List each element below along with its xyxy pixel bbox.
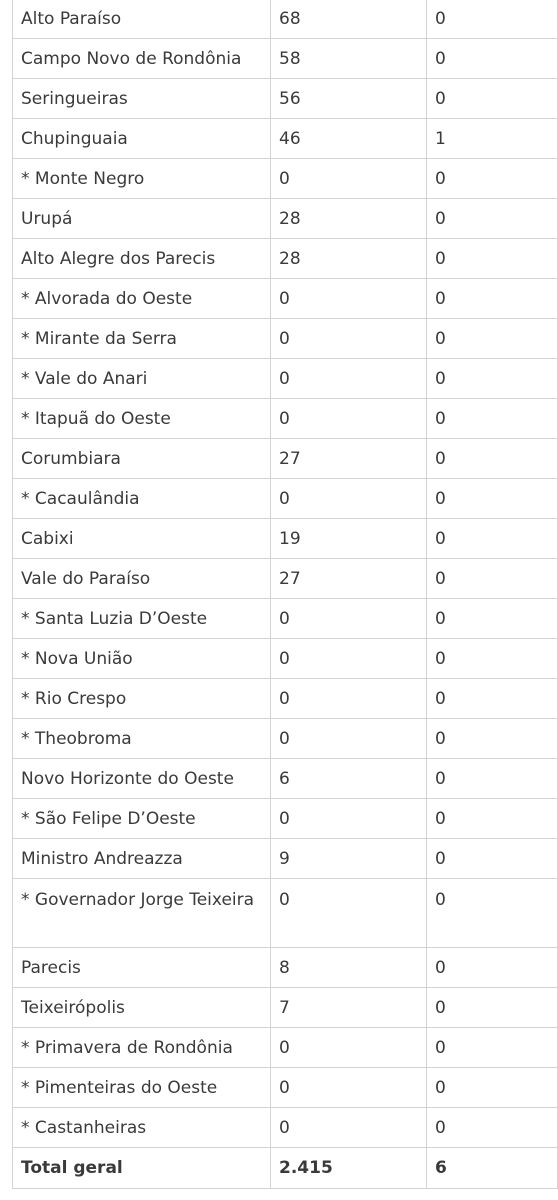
confirmed-cases: 28 bbox=[271, 239, 427, 279]
deaths-count: 0 bbox=[427, 879, 558, 948]
confirmed-cases: 0 bbox=[271, 399, 427, 439]
municipality-name: Vale do Paraíso bbox=[13, 559, 271, 599]
table-row bbox=[13, 79, 558, 119]
confirmed-cases: 7 bbox=[271, 988, 427, 1028]
deaths-count: 0 bbox=[427, 359, 558, 399]
deaths-count: 0 bbox=[427, 39, 558, 79]
confirmed-cases: 6 bbox=[271, 759, 427, 799]
table-row bbox=[13, 1108, 558, 1148]
table-row bbox=[13, 948, 558, 988]
municipality-name: * Santa Luzia D’Oeste bbox=[13, 599, 271, 639]
municipality-name: * Theobroma bbox=[13, 719, 271, 759]
municipality-name: * Cacaulândia bbox=[13, 479, 271, 519]
municipality-name: Novo Horizonte do Oeste bbox=[13, 759, 271, 799]
municipality-name: Parecis bbox=[13, 948, 271, 988]
municipality-name: Urupá bbox=[13, 199, 271, 239]
table-row bbox=[13, 119, 558, 159]
table-row bbox=[13, 599, 558, 639]
total-cases: 2.415 bbox=[271, 1148, 427, 1189]
confirmed-cases: 28 bbox=[271, 199, 427, 239]
table-row bbox=[13, 39, 558, 79]
confirmed-cases: 0 bbox=[271, 159, 427, 199]
deaths-count: 0 bbox=[427, 988, 558, 1028]
deaths-count: 0 bbox=[427, 479, 558, 519]
table-row bbox=[13, 759, 558, 799]
municipality-name: * Itapuã do Oeste bbox=[13, 399, 271, 439]
confirmed-cases: 27 bbox=[271, 559, 427, 599]
confirmed-cases: 0 bbox=[271, 479, 427, 519]
municipality-name: Cabixi bbox=[13, 519, 271, 559]
deaths-count: 0 bbox=[427, 79, 558, 119]
table-row bbox=[13, 239, 558, 279]
table-row bbox=[13, 0, 558, 39]
confirmed-cases: 0 bbox=[271, 1108, 427, 1148]
confirmed-cases: 0 bbox=[271, 599, 427, 639]
municipality-name: * Monte Negro bbox=[13, 159, 271, 199]
deaths-count: 1 bbox=[427, 119, 558, 159]
confirmed-cases: 0 bbox=[271, 639, 427, 679]
confirmed-cases: 9 bbox=[271, 839, 427, 879]
municipality-name: Chupinguaia bbox=[13, 119, 271, 159]
table-row bbox=[13, 199, 558, 239]
municipality-name: * Primavera de Rondônia bbox=[13, 1028, 271, 1068]
confirmed-cases: 0 bbox=[271, 719, 427, 759]
table-row bbox=[13, 988, 558, 1028]
deaths-count: 0 bbox=[427, 159, 558, 199]
confirmed-cases: 0 bbox=[271, 799, 427, 839]
table-row bbox=[13, 879, 558, 948]
confirmed-cases: 0 bbox=[271, 359, 427, 399]
municipality-name: Teixeirópolis bbox=[13, 988, 271, 1028]
table-body bbox=[13, 0, 558, 1189]
municipality-name: * São Felipe D’Oeste bbox=[13, 799, 271, 839]
deaths-count: 0 bbox=[427, 599, 558, 639]
deaths-count: 0 bbox=[427, 439, 558, 479]
table-row bbox=[13, 319, 558, 359]
municipality-name: * Mirante da Serra bbox=[13, 319, 271, 359]
table-row bbox=[13, 359, 558, 399]
deaths-count: 0 bbox=[427, 679, 558, 719]
municipality-name: Ministro Andreazza bbox=[13, 839, 271, 879]
municipality-name: * Castanheiras bbox=[13, 1108, 271, 1148]
deaths-count: 0 bbox=[427, 279, 558, 319]
municipality-name: * Pimenteiras do Oeste bbox=[13, 1068, 271, 1108]
municipality-name: * Rio Crespo bbox=[13, 679, 271, 719]
municipality-name: Corumbiara bbox=[13, 439, 271, 479]
table-row bbox=[13, 1068, 558, 1108]
total-label: Total geral bbox=[13, 1148, 271, 1189]
municipality-name: Alto Alegre dos Parecis bbox=[13, 239, 271, 279]
table-row bbox=[13, 719, 558, 759]
confirmed-cases: 0 bbox=[271, 1028, 427, 1068]
table-row bbox=[13, 639, 558, 679]
confirmed-cases: 19 bbox=[271, 519, 427, 559]
confirmed-cases: 46 bbox=[271, 119, 427, 159]
deaths-count: 0 bbox=[427, 239, 558, 279]
table-row bbox=[13, 399, 558, 439]
confirmed-cases: 8 bbox=[271, 948, 427, 988]
deaths-count: 0 bbox=[427, 199, 558, 239]
deaths-count: 0 bbox=[427, 559, 558, 599]
table-row bbox=[13, 559, 558, 599]
deaths-count: 0 bbox=[427, 1108, 558, 1148]
confirmed-cases: 0 bbox=[271, 319, 427, 359]
table-row bbox=[13, 679, 558, 719]
deaths-count: 0 bbox=[427, 399, 558, 439]
municipality-name: * Vale do Anari bbox=[13, 359, 271, 399]
municipality-name: Alto Paraíso bbox=[13, 0, 271, 39]
municipality-name: Seringueiras bbox=[13, 79, 271, 119]
confirmed-cases: 0 bbox=[271, 279, 427, 319]
table-row bbox=[13, 439, 558, 479]
municipality-name: * Governador Jorge Teixeira bbox=[13, 879, 271, 948]
deaths-count: 0 bbox=[427, 719, 558, 759]
confirmed-cases: 0 bbox=[271, 1068, 427, 1108]
deaths-count: 0 bbox=[427, 519, 558, 559]
confirmed-cases: 27 bbox=[271, 439, 427, 479]
municipality-name: * Alvorada do Oeste bbox=[13, 279, 271, 319]
confirmed-cases: 0 bbox=[271, 679, 427, 719]
table-row bbox=[13, 839, 558, 879]
municipality-name: Campo Novo de Rondônia bbox=[13, 39, 271, 79]
table-row bbox=[13, 799, 558, 839]
deaths-count: 0 bbox=[427, 759, 558, 799]
confirmed-cases: 68 bbox=[271, 0, 427, 39]
table-row bbox=[13, 519, 558, 559]
deaths-count: 0 bbox=[427, 948, 558, 988]
table-row bbox=[13, 479, 558, 519]
deaths-count: 0 bbox=[427, 0, 558, 39]
municipality-table bbox=[12, 0, 558, 1189]
table-row bbox=[13, 279, 558, 319]
table-row bbox=[13, 1028, 558, 1068]
deaths-count: 0 bbox=[427, 1068, 558, 1108]
total-deaths: 6 bbox=[427, 1148, 558, 1189]
deaths-count: 0 bbox=[427, 799, 558, 839]
confirmed-cases: 58 bbox=[271, 39, 427, 79]
deaths-count: 0 bbox=[427, 839, 558, 879]
deaths-count: 0 bbox=[427, 1028, 558, 1068]
total-row bbox=[13, 1148, 558, 1189]
municipality-name: * Nova União bbox=[13, 639, 271, 679]
table-row bbox=[13, 159, 558, 199]
confirmed-cases: 56 bbox=[271, 79, 427, 119]
confirmed-cases: 0 bbox=[271, 879, 427, 948]
deaths-count: 0 bbox=[427, 639, 558, 679]
deaths-count: 0 bbox=[427, 319, 558, 359]
